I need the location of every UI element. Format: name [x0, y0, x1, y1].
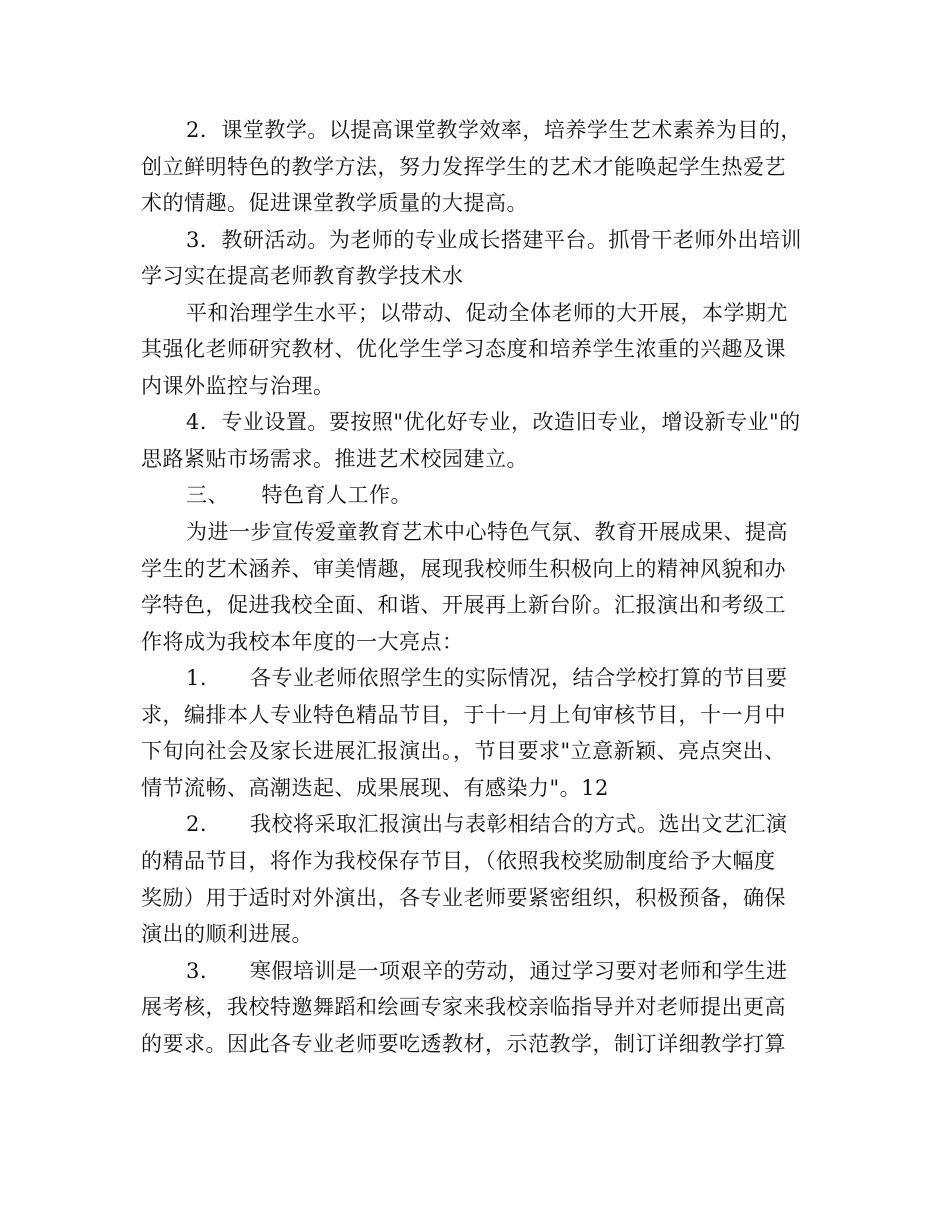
text-line: 作将成为我校本年度的一大亮点： — [141, 630, 464, 654]
text-line: 4．专业设置。要按照"优化好专业，改造旧专业，增设新专业"的 — [186, 410, 801, 434]
text-line: 的要求。因此各专业老师要吃透教材，示范教学，制订详细教学打算 — [141, 1032, 786, 1056]
text-line: 3．教研活动。为老师的专业成长搭建平台。抓骨干老师外出培训 — [186, 228, 802, 252]
text-line: 1. 各专业老师依照学生的实际情况，结合学校打算的节目要 — [186, 666, 788, 690]
text-line: 学习实在提高老师教育教学技术水 — [141, 264, 464, 288]
text-line: 展考核，我校特邀舞蹈和绘画专家来我校亲临指导并对老师提出更高 — [141, 995, 786, 1019]
text-line: 为进一步宣传爱童教育艺术中心特色气氛、教育开展成果、提高 — [186, 520, 788, 544]
text-line: 平和治理学生水平；以带动、促动全体老师的大开展，本学期尤 — [186, 301, 788, 325]
text-line: 2．课堂教学。以提高课堂教学效率，培养学生艺术素养为目的， — [186, 118, 802, 142]
text-line: 情节流畅、高潮迭起、成果展现、有感染力"。12 — [141, 776, 609, 800]
text-line: 奖励）用于适时对外演出，各专业老师要紧密组织，积极预备，确保 — [141, 886, 786, 910]
text-line: 内课外监控与治理。 — [141, 374, 335, 398]
text-line: 学生的艺术涵养、审美情趣，展现我校师生积极向上的精神风貌和办 — [141, 557, 786, 581]
text-line: 学特色，促进我校全面、和谐、开展再上新台阶。汇报演出和考级工 — [141, 593, 786, 617]
text-line: 演出的顺利进展。 — [141, 922, 313, 946]
text-line: 其强化老师研究教材、优化学生学习态度和培养学生浓重的兴趣及课 — [141, 337, 786, 361]
text-line: 2. 我校将采取汇报演出与表彰相结合的方式。选出文艺汇演 — [186, 812, 788, 836]
text-line: 3. 寒假培训是一项艰辛的劳动，通过学习要对老师和学生进 — [186, 959, 788, 983]
text-line: 求，编排本人专业特色精品节目，于十一月上旬审核节目，十一月中 — [141, 703, 786, 727]
text-line: 术的情趣。促进课堂教学质量的大提高。 — [141, 191, 528, 215]
text-line: 下旬向社会及家长进展汇报演出。，节目要求"立意新颖、亮点突出、 — [141, 739, 786, 763]
text-line: 创立鲜明特色的教学方法，努力发挥学生的艺术才能唤起学生热爱艺 — [141, 155, 786, 179]
text-line: 的精品节目，将作为我校保存节目，（依照我校奖励制度给予大幅度 — [141, 849, 776, 873]
section-heading: 三、 特色育人工作。 — [186, 483, 412, 507]
text-line: 思路紧贴市场需求。推进艺术校园建立。 — [141, 447, 528, 471]
